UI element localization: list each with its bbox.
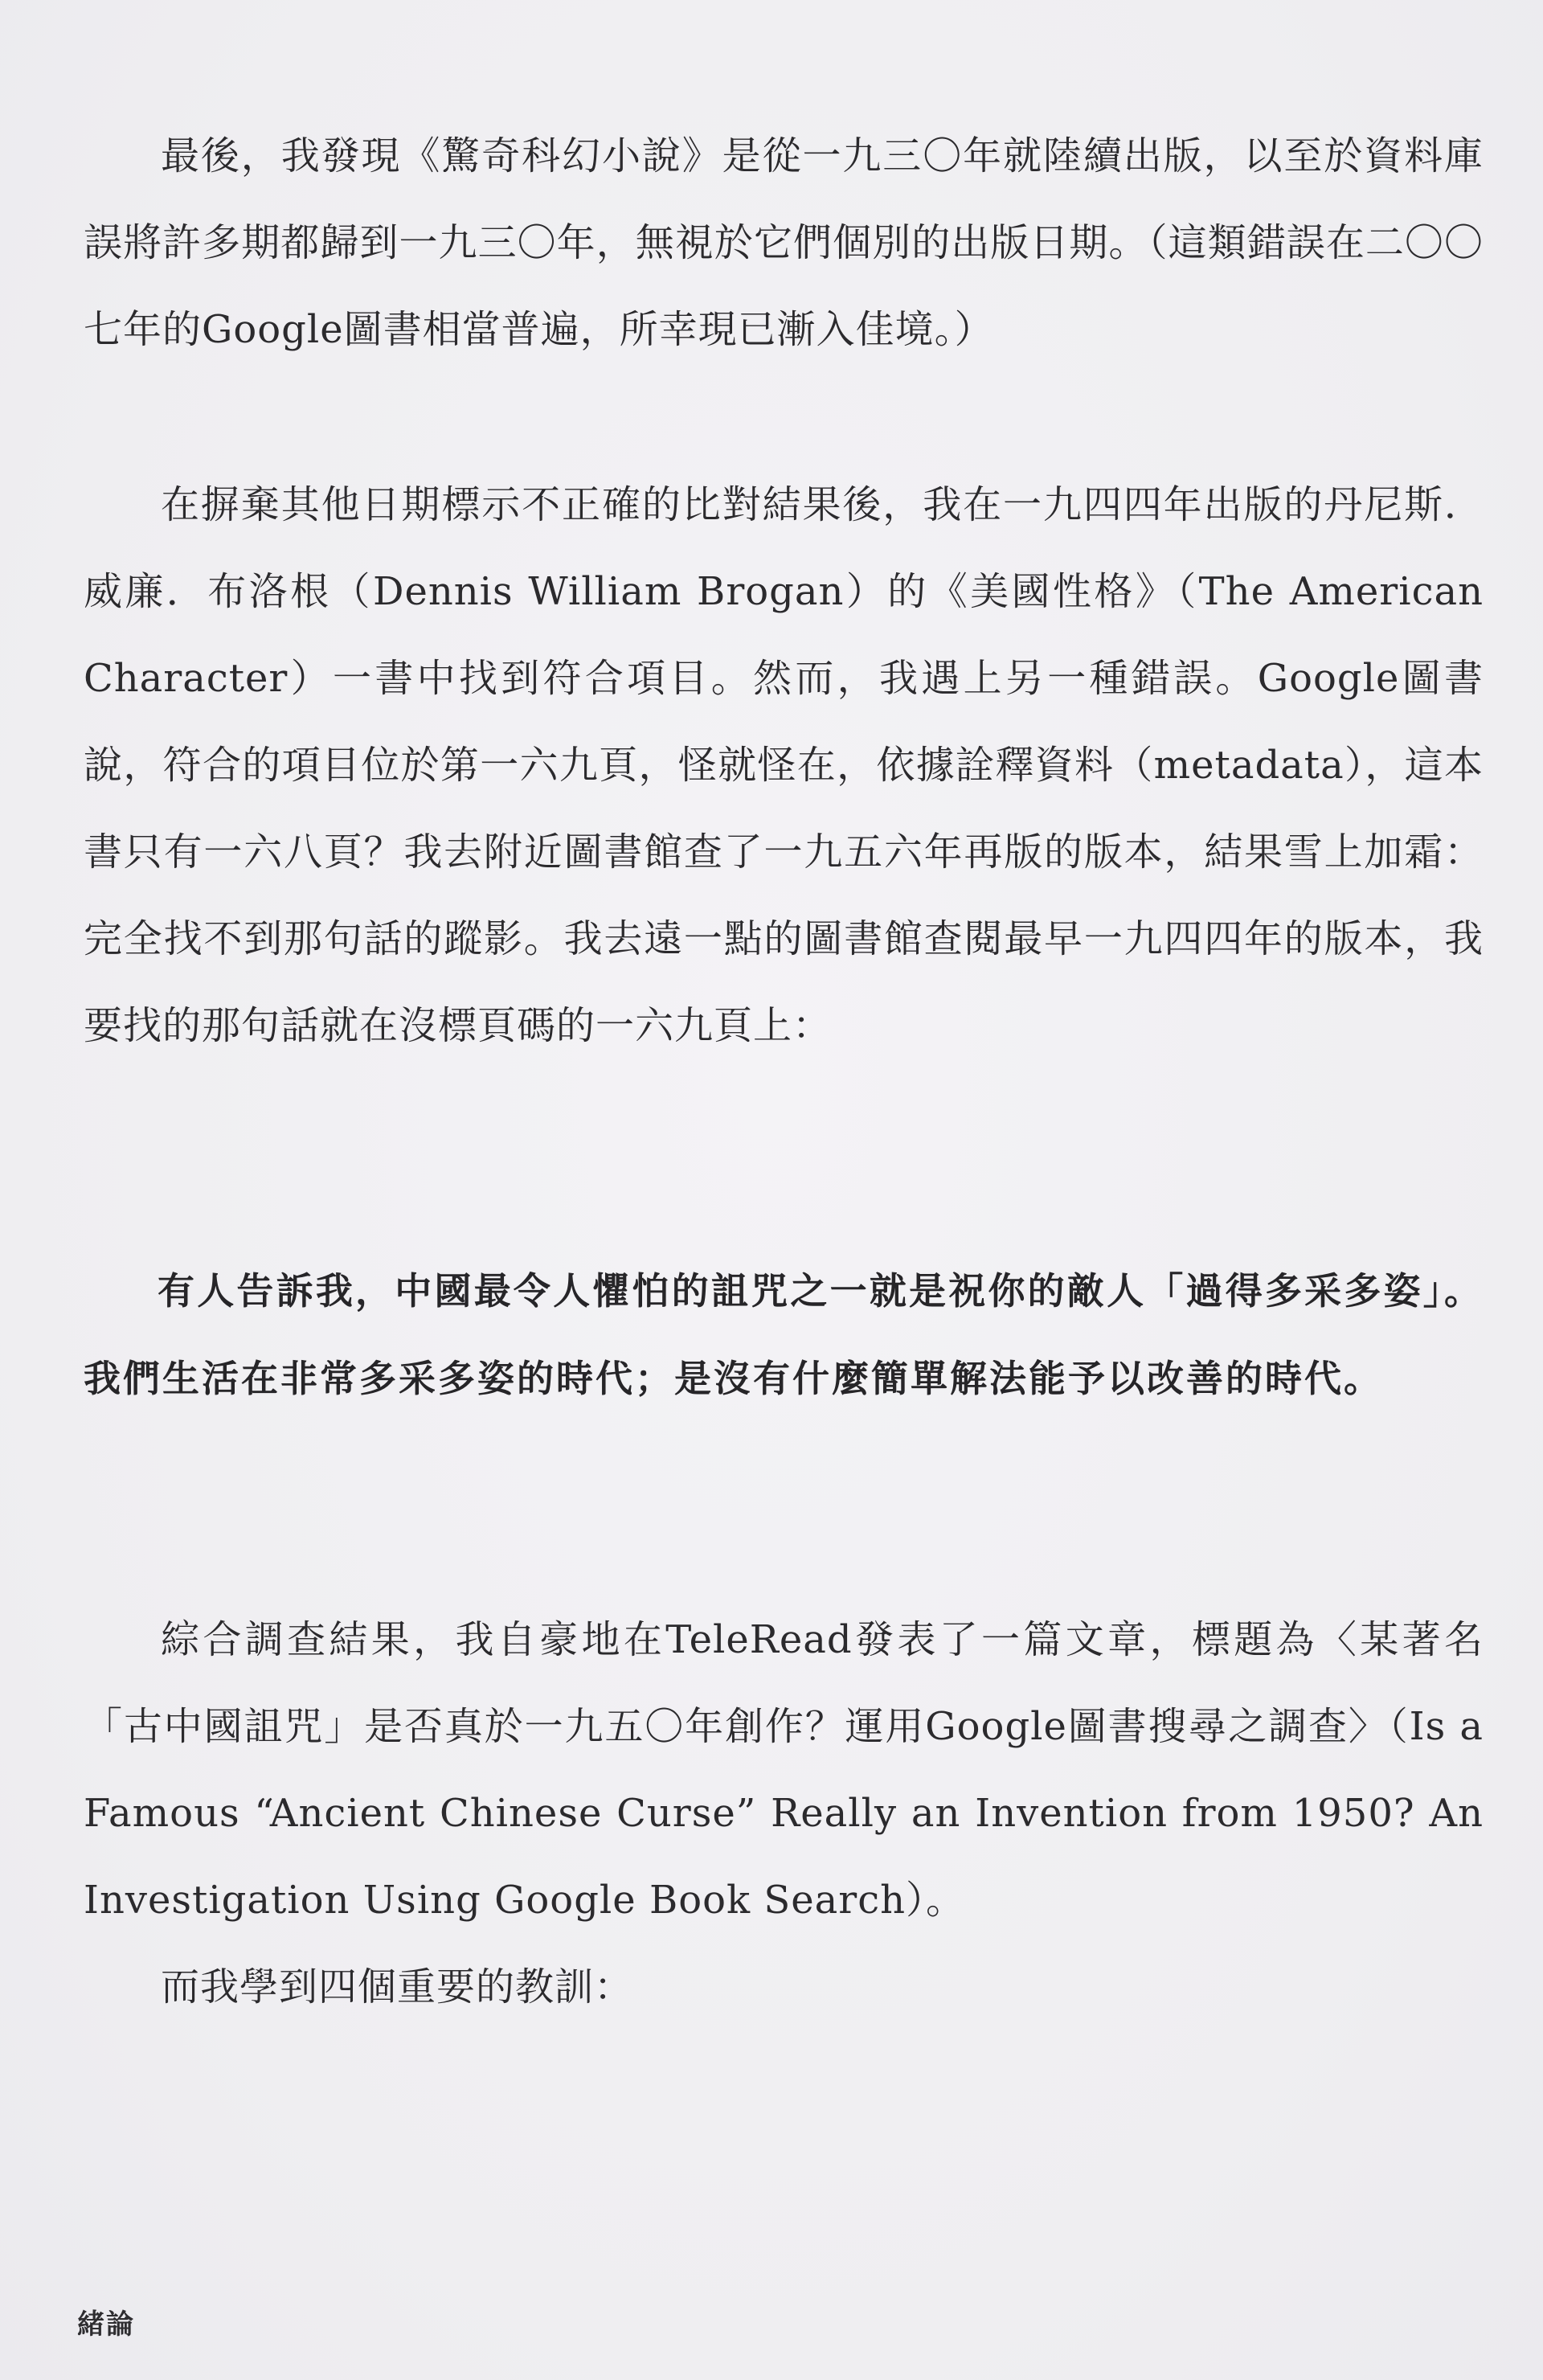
running-footer-section-label: 緒論: [77, 2308, 135, 2341]
paragraph-teleread-article: 綜合調查結果，我自豪地在TeleRead發表了一篇文章，標題為〈某著名「古中國詛咒」是否真於一九五〇年創作？運用Google圖書搜尋之調查〉（Is a Famous “Ancient Chinese Curse” Really an Invention from 1950? An Investigation Using Google Book Search）。: [84, 1617, 1484, 1923]
paragraph-astounding-science-fiction: 最後，我發現《驚奇科幻小說》是從一九三〇年就陸續出版，以至於資料庫誤將許多期都歸到一九三〇年，無視於它們個別的出版日期。（這類錯誤在二〇〇七年的Google圖書相當普遍，所幸現已漸入佳境。）: [84, 133, 1484, 352]
block-quote-chinese-curse: 有人告訴我，中國最令人懼怕的詛咒之一就是祝你的敵人「過得多采多姿」。我們生活在非常多采多姿的時代；是沒有什麼簡單解法能予以改善的時代。: [84, 1269, 1484, 1400]
paragraph-four-lessons: 而我學到四個重要的教訓：: [161, 1964, 634, 2009]
paragraph-brogan-american-character: 在摒棄其他日期標示不正確的比對結果後，我在一九四四年出版的丹尼斯．威廉．布洛根（Dennis William Brogan）的《美國性格》（The American Character）一書中找到符合項目。然而，我遇上另一種錯誤。Google圖書說，符合的項目位於第一六九頁，怪就怪在，依據詮釋資料（metadata），這本書只有一六八頁？我去附近圖書館查了一九五六年再版的版本，結果雪上加霜：完全找不到那句話的蹤影。我去遠一點的圖書館查閱最早一九四四年的版本，我要找的那句話就在沒標頁碼的一六九頁上：: [84, 482, 1484, 1048]
